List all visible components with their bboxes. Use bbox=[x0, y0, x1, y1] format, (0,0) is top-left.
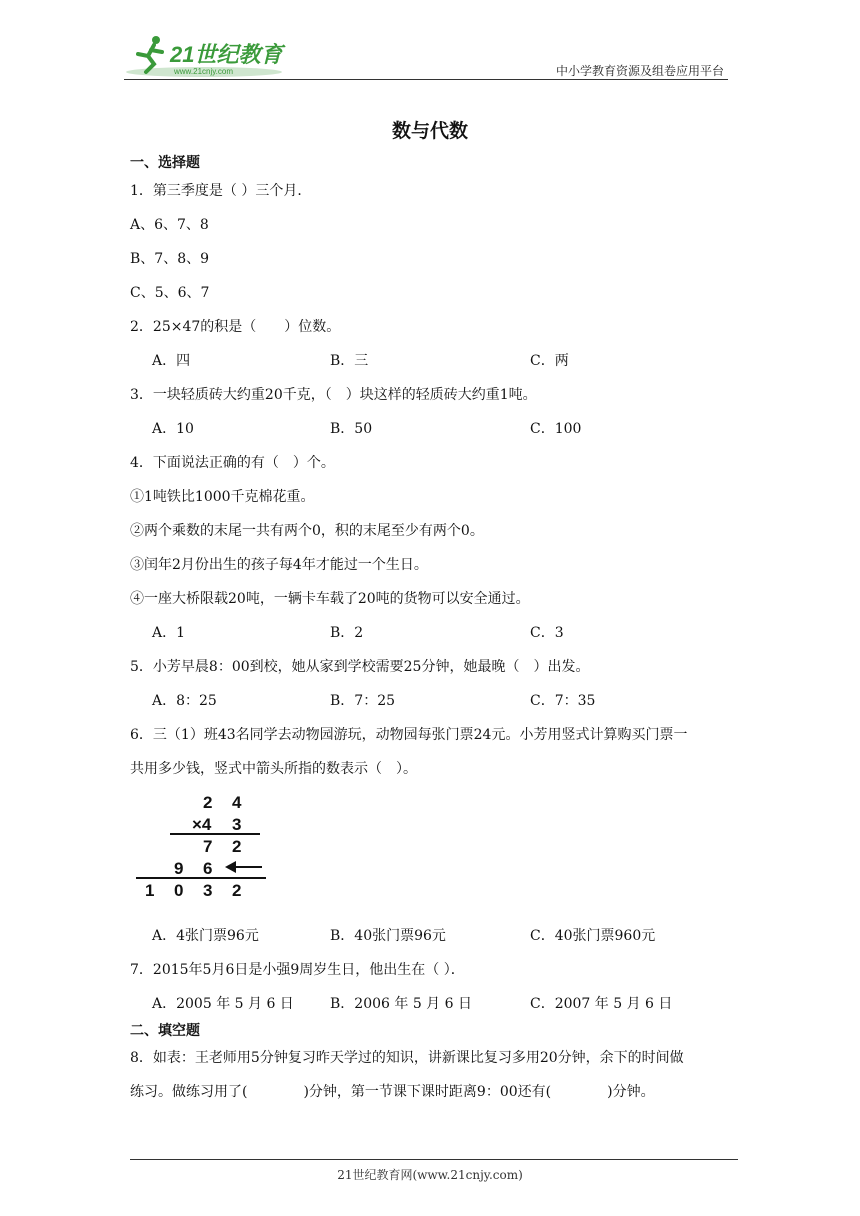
q5-option-b: B．7：25 bbox=[330, 693, 396, 709]
q2-option-c: C．两 bbox=[530, 353, 569, 369]
calc-digit: 3 bbox=[203, 881, 213, 900]
logo-sub: www.21cnjy.com bbox=[174, 67, 233, 76]
q6-option-b: B．40张门票96元 bbox=[330, 928, 446, 944]
q6-option-a: A．4张门票96元 bbox=[152, 928, 259, 944]
q6-option-c: C．40张门票960元 bbox=[530, 928, 656, 944]
calc-digit: 7 bbox=[203, 837, 213, 856]
site-logo bbox=[124, 32, 289, 80]
footer-divider bbox=[130, 1159, 738, 1160]
section-fill-heading: 二、填空题 bbox=[130, 1023, 200, 1039]
q4-option-c: C．3 bbox=[530, 625, 564, 641]
q1-option-b: B、7、8、9 bbox=[130, 251, 210, 267]
logo-text: 21世纪教育 bbox=[170, 42, 283, 67]
left-arrow-icon bbox=[225, 861, 262, 873]
q4-option-b: B．2 bbox=[330, 625, 364, 641]
q2-stem: 2．25×47的积是（ ）位数。 bbox=[130, 319, 341, 335]
q2-option-a: A．四 bbox=[152, 353, 191, 369]
footer-text: 21世纪教育网(www.21cnjy.com) bbox=[337, 1168, 523, 1182]
q4-stem: 4．下面说法正确的有（ ）个。 bbox=[130, 455, 335, 471]
q3-option-a: A．10 bbox=[152, 421, 194, 437]
vertical-multiplication bbox=[130, 790, 270, 900]
q5-option-a: A．8：25 bbox=[152, 693, 217, 709]
header-platform-text: 中小学教育资源及组卷应用平台 bbox=[555, 64, 724, 78]
calc-digit: 9 bbox=[174, 859, 184, 878]
q4-statement-3: ③闰年2月份出生的孩子每4年才能过一个生日。 bbox=[130, 557, 428, 573]
q6-stem-line1: 6．三（1）班43名同学去动物园游玩，动物园每张门票24元。小芳用竖式计算购买门票一 bbox=[130, 727, 688, 743]
calc-digit: 2 bbox=[232, 837, 242, 856]
q4-statement-2: ②两个乘数的末尾一共有两个0，积的末尾至少有两个0。 bbox=[130, 523, 484, 539]
calc-digit: 0 bbox=[174, 881, 184, 900]
q6-stem-line2: 共用多少钱，竖式中箭头所指的数表示（ ）。 bbox=[130, 761, 417, 777]
q2-option-b: B．三 bbox=[330, 353, 369, 369]
q4-statement-4: ④一座大桥限载20吨，一辆卡车载了20吨的货物可以安全通过。 bbox=[130, 591, 530, 607]
calc-digit: 2 bbox=[232, 881, 242, 900]
q1-option-a: A、6、7、8 bbox=[130, 217, 209, 233]
calc-digit: 4 bbox=[232, 793, 242, 812]
q5-option-c: C．7：35 bbox=[530, 693, 596, 709]
calc-digit: 3 bbox=[232, 815, 242, 834]
page-title: 数与代数 bbox=[391, 120, 468, 142]
q4-statement-1: ①1吨铁比1000千克棉花重。 bbox=[130, 489, 315, 505]
q7-option-c: C．2007 年 5 月 6 日 bbox=[530, 996, 673, 1012]
q7-option-a: A．2005 年 5 月 6 日 bbox=[152, 996, 294, 1012]
q7-stem: 7．2015年5月6日是小强9周岁生日，他出生在（ ）． bbox=[130, 962, 465, 978]
q8-stem-line1: 8．如表：王老师用5分钟复习昨天学过的知识，讲新课比复习多用20分钟，余下的时间做 bbox=[130, 1050, 684, 1066]
q3-option-c: C．100 bbox=[530, 421, 582, 437]
q8-stem-line2: 练习。做练习用了( )分钟，第一节课下课时距离9：00还有( )分钟。 bbox=[130, 1084, 655, 1100]
section-choice-heading: 一、选择题 bbox=[130, 155, 200, 171]
q5-stem: 5．小芳早晨8：00到校，她从家到学校需要25分钟，她最晚（ ）出发。 bbox=[130, 659, 590, 675]
q1-stem: 1．第三季度是（ ）三个月． bbox=[130, 183, 312, 199]
calc-digit: 6 bbox=[203, 859, 213, 878]
q3-option-b: B．50 bbox=[330, 421, 373, 437]
q4-option-a: A．1 bbox=[152, 625, 186, 641]
calc-digit: ×4 bbox=[192, 815, 212, 834]
calc-digit: 1 bbox=[145, 881, 155, 900]
header-divider bbox=[124, 79, 728, 80]
q3-stem: 3．一块轻质砖大约重20千克，（ ）块这样的轻质砖大约重1吨。 bbox=[130, 387, 537, 403]
runner-logo-icon bbox=[124, 32, 289, 80]
calc-digit: 2 bbox=[203, 793, 213, 812]
q7-option-b: B．2006 年 5 月 6 日 bbox=[330, 996, 472, 1012]
q1-option-c: C、5、6、7 bbox=[130, 285, 210, 301]
